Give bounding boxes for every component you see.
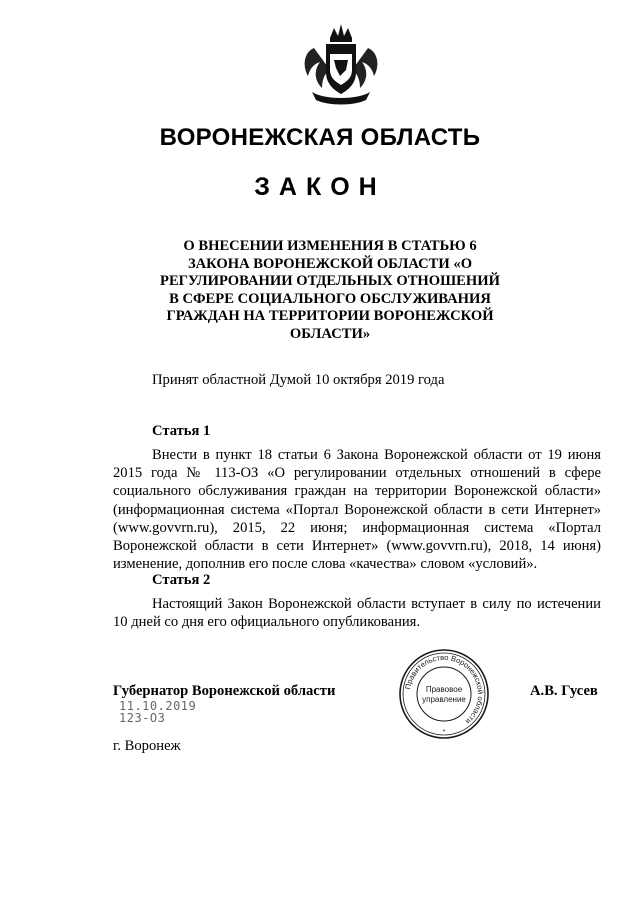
law-title-line: ГРАЖДАН НА ТЕРРИТОРИИ ВОРОНЕЖСКОЙ [166, 308, 494, 325]
law-title-line: РЕГУЛИРОВАНИИ ОТДЕЛЬНЫХ ОТНОШЕНИЙ [160, 273, 500, 290]
article-1-text: Внести в пункт 18 статьи 6 Закона Воронежской области от 19 июня 2015 года № 113-ОЗ «О регулировании отдельных отношений в сфере социального обслуживания граждан на территории Воронежской области» (информационная система «Портал Воронежской области в сети Интернет» (www.govvrn.ru), 2015, 22 июня; информационная система «Портал Воронежской области в сети Интернет» (www.govvrn.ru), 2018, 14 июня) изменение, дополнив его после слова «качества» словом «условий». [113, 447, 601, 573]
law-title-line: В СФЕРЕ СОЦИАЛЬНОГО ОБСЛУЖИВАНИЯ [169, 290, 491, 307]
official-stamp [398, 648, 490, 740]
article-2-heading: Статья 2 [152, 572, 211, 588]
stamp-ring-text: Правительство Воронежской области [403, 652, 486, 727]
stamp-star: * [442, 729, 446, 736]
coat-of-arms-emblem [300, 18, 382, 108]
stamp-center-line2: управление [422, 695, 466, 704]
article-1-heading: Статья 1 [152, 423, 211, 439]
adoption-date: Принят областной Думой 10 октября 2019 года [152, 372, 445, 388]
signatory-name: А.В. Гусев [530, 683, 598, 699]
stamp-center-line1: Правовое [425, 685, 463, 694]
article-2-text: Настоящий Закон Воронежской области вступает в силу по истечении 10 дней со дня его официального опубликования. [113, 596, 601, 631]
city: г. Воронеж [113, 738, 181, 754]
law-title-line: ЗАКОНА ВОРОНЕЖСКОЙ ОБЛАСТИ «О [187, 255, 473, 272]
signatory-role: Губернатор Воронежской области [113, 683, 336, 699]
law-title-line: О ВНЕСЕНИИ ИЗМЕНЕНИЯ В СТАТЬЮ 6 [183, 238, 477, 254]
registration-number: 123-ОЗ [119, 711, 166, 725]
law-title [150, 238, 510, 344]
region-heading: ВОРОНЕЖСКАЯ ОБЛАСТЬ [159, 124, 481, 151]
document-type: ЗАКОН [254, 173, 386, 201]
registration-date: 11.10.2019 [119, 699, 197, 713]
law-title-line: ОБЛАСТИ» [289, 325, 371, 342]
